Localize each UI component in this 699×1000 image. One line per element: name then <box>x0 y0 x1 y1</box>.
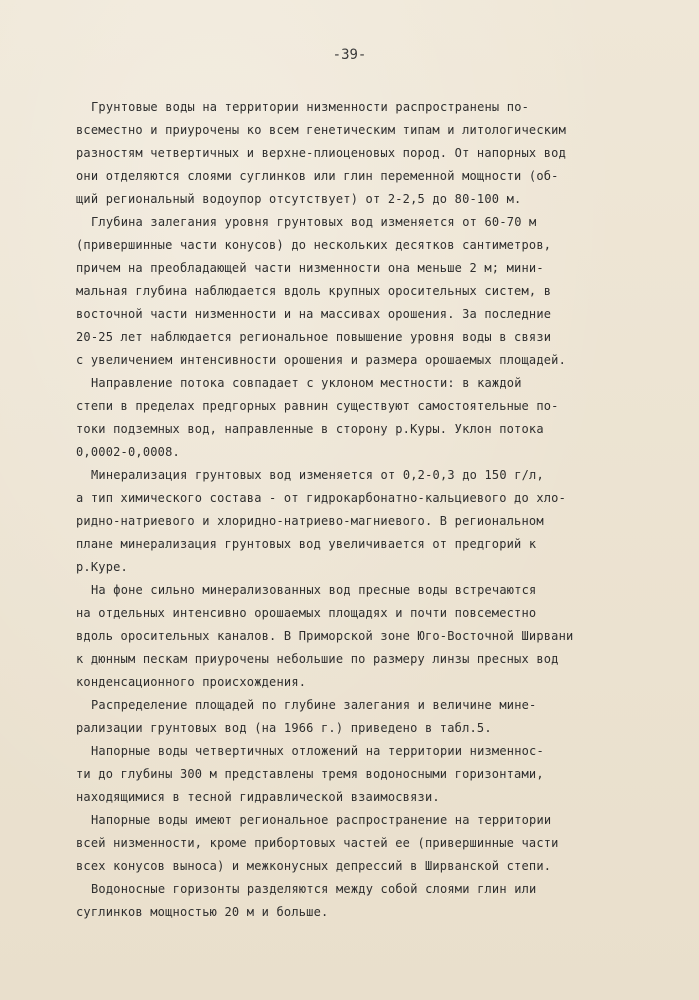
page-number: -39- <box>332 47 367 63</box>
text-line: к дюнным пескам приурочены небольшие по размеру линзы пресных вод <box>76 652 559 666</box>
text-line: а тип химического состава - от гидрокарбонатно-кальциевого до хло- <box>76 491 567 505</box>
text-line: Распределение площадей по глубине залегания и величине мине- <box>91 698 537 712</box>
text-line: р.Куре. <box>76 560 128 574</box>
paragraph <box>76 740 661 809</box>
text-line: восточной части низменности и на массивах орошения. За последние <box>76 307 552 321</box>
paragraph <box>76 809 661 878</box>
text-line: Напорные воды имеют региональное распространение на территории <box>91 813 552 827</box>
text-line: плане минерализация грунтовых вод увеличивается от предгорий к <box>76 537 537 551</box>
paragraph <box>76 464 661 579</box>
text-line: всей низменности, кроме прибортовых частей ее (привершинные части <box>76 836 559 850</box>
text-line: ти до глубины 300 м представлены тремя водоносными горизонтами, <box>76 767 544 781</box>
text-line: на отдельных интенсивно орошаемых площадях и почти повсеместно <box>76 606 537 620</box>
text-line: причем на преобладающей части низменности она меньше 2 м; мини- <box>76 261 544 275</box>
text-line: (привершинные части конусов) до нескольких десятков сантиметров, <box>76 238 552 252</box>
paragraph <box>76 372 661 464</box>
text-line: 0,0002-0,0008. <box>76 445 180 459</box>
text-line: 20-25 лет наблюдается региональное повышение уровня воды в связи <box>76 330 552 344</box>
text-line: Напорные воды четвертичных отложений на территории низменнос- <box>91 744 544 758</box>
paragraph <box>76 211 661 372</box>
text-line: щий региональный водоупор отсутствует) от 2-2,5 до 80-100 м. <box>76 192 522 206</box>
text-line: рализации грунтовых вод (на 1966 г.) приведено в табл.5. <box>76 721 492 735</box>
text-line: вдоль оросительных каналов. В Приморской зоне Юго-Восточной Ширвани <box>76 629 574 643</box>
text-line: Водоносные горизонты разделяются между собой слоями глин или <box>91 882 537 896</box>
text-line: Направление потока совпадает с уклоном местности: в каждой <box>91 376 522 390</box>
paragraph <box>76 96 661 211</box>
body-text <box>76 96 661 924</box>
paragraph <box>76 579 661 694</box>
text-line: ридно-натриевого и хлоридно-натриево-магниевого. В региональном <box>76 514 544 528</box>
text-line: разностям четвертичных и верхне-плиоценовых пород. От напорных вод <box>76 146 567 160</box>
text-line: конденсационного происхождения. <box>76 675 307 689</box>
text-line: всеместно и приурочены ко всем генетическим типам и литологическим <box>76 123 567 137</box>
text-line: находящимися в тесной гидравлической взаимосвязи. <box>76 790 440 804</box>
text-line: На фоне сильно минерализованных вод пресные воды встречаются <box>91 583 537 597</box>
text-line: степи в пределах предгорных равнин существуют самостоятельные по- <box>76 399 559 413</box>
text-line: суглинков мощностью 20 м и больше. <box>76 905 329 919</box>
paragraph <box>76 694 661 740</box>
text-line: они отделяются слоями суглинков или глин переменной мощности (об- <box>76 169 559 183</box>
paragraph <box>76 878 661 924</box>
text-line: с увеличением интенсивности орошения и размера орошаемых площадей. <box>76 353 567 367</box>
text-line: токи подземных вод, направленные в сторону р.Куры. Уклон потока <box>76 422 544 436</box>
text-line: мальная глубина наблюдается вдоль крупных оросительных систем, в <box>76 284 552 298</box>
text-line: Глубина залегания уровня грунтовых вод изменяется от 60-70 м <box>91 215 537 229</box>
text-line: всех конусов выноса) и межконусных депрессий в Ширванской степи. <box>76 859 552 873</box>
text-line: Грунтовые воды на территории низменности распространены по- <box>91 100 530 114</box>
text-line: Минерализация грунтовых вод изменяется от 0,2-0,3 до 150 г/л, <box>91 468 544 482</box>
